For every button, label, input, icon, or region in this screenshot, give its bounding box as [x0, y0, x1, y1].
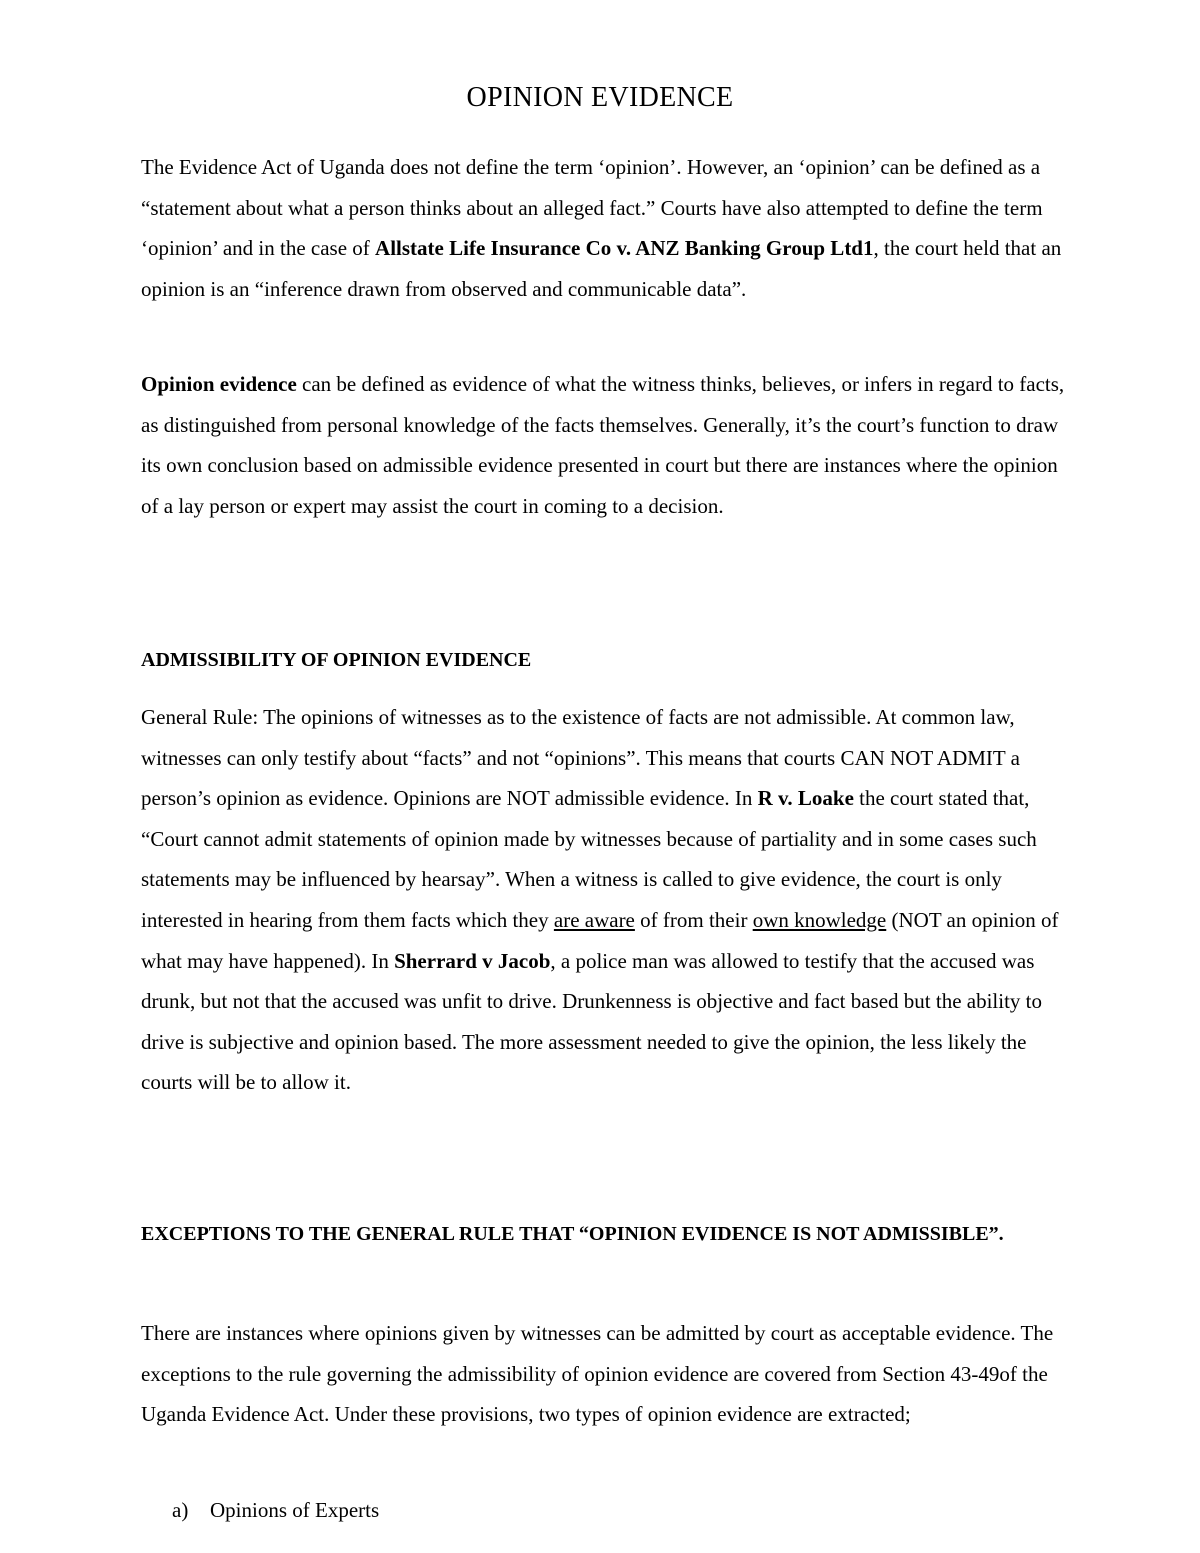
case-name-allstate: Allstate Life Insurance Co v. ANZ Banking Group Ltd1	[375, 236, 874, 261]
general-rule-paragraph	[141, 697, 1071, 1103]
intro-text-1: The Evidence Act of Uganda does not define the term ‘opinion’. However, an ‘opinion’ can be defined as a “statement about what a person thinks about an alleged fact.” Courts have also attempted to define the term ‘opinion’ and in the case of	[141, 155, 1043, 261]
section-heading-exceptions: EXCEPTIONS TO THE GENERAL RULE THAT “OPINION EVIDENCE IS NOT ADMISSIBLE”.	[141, 1223, 1004, 1245]
general-rule-text-3: of from their	[634, 907, 753, 932]
document-title: OPINION EVIDENCE	[466, 82, 734, 113]
definition-text: can be defined as evidence of what the witness thinks, believes, or infers in regard to facts, as distinguished from personal knowledge of the facts themselves. Generally, it’s the court’s function to draw its own conclusion based on admissible evidence presented in court but there are instances where the opinion of a lay person or expert may assist the court in coming to a decision.	[141, 372, 1065, 518]
definition-paragraph	[141, 364, 1071, 526]
list-marker: a)	[172, 1498, 189, 1522]
intro-paragraph	[141, 147, 1071, 309]
list-item	[172, 1490, 379, 1531]
general-rule-text-2: the court stated that, “Court cannot admit statements of opinion made by witnesses because of partiality and in some cases such statements may be influenced by hearsay”. When a witness is called to give evidence, the court is only interested in hearing from them facts which they	[141, 786, 1037, 932]
underlined-own-knowledge: own knowledge	[752, 907, 887, 932]
intro-text-2: , the court held that an opinion is an “inference drawn from observed and communicable data”.	[141, 236, 1062, 301]
case-name-loake: R v. Loake	[757, 786, 854, 811]
exceptions-paragraph: There are instances where opinions given by witnesses can be admitted by court as acceptable evidence. The exceptions to the rule governing the admissibility of opinion evidence are covered from Section 43-49of the Uganda Evidence Act. Under these provisions, two types of opinion evidence are extracted;	[141, 1321, 1054, 1427]
general-rule-text-4: (NOT an opinion of what may have happened). In	[141, 907, 1059, 973]
general-rule-text-1: General Rule: The opinions of witnesses as to the existence of facts are not admissible. At common law, witnesses can only testify about “facts” and not “opinions”. This means that courts CAN NOT ADMIT a person’s opinion as evidence. Opinions are NOT admissible evidence. In	[141, 705, 1020, 811]
list-item-text: Opinions of Experts	[210, 1498, 380, 1522]
case-name-sherrard: Sherrard v Jacob	[394, 948, 551, 973]
term-opinion-evidence: Opinion evidence	[141, 372, 297, 396]
section-heading-admissibility: ADMISSIBILITY OF OPINION EVIDENCE	[141, 649, 532, 671]
underlined-are-aware: are aware	[553, 907, 635, 932]
general-rule-text-5: , a police man was allowed to testify that the accused was drunk, but not that the accused was unfit to drive. Drunkenness is objective and fact based but the ability to drive is subjective and opinion based. The more assessment needed to give the opinion, the less likely the courts will be to allow it.	[141, 948, 1043, 1095]
